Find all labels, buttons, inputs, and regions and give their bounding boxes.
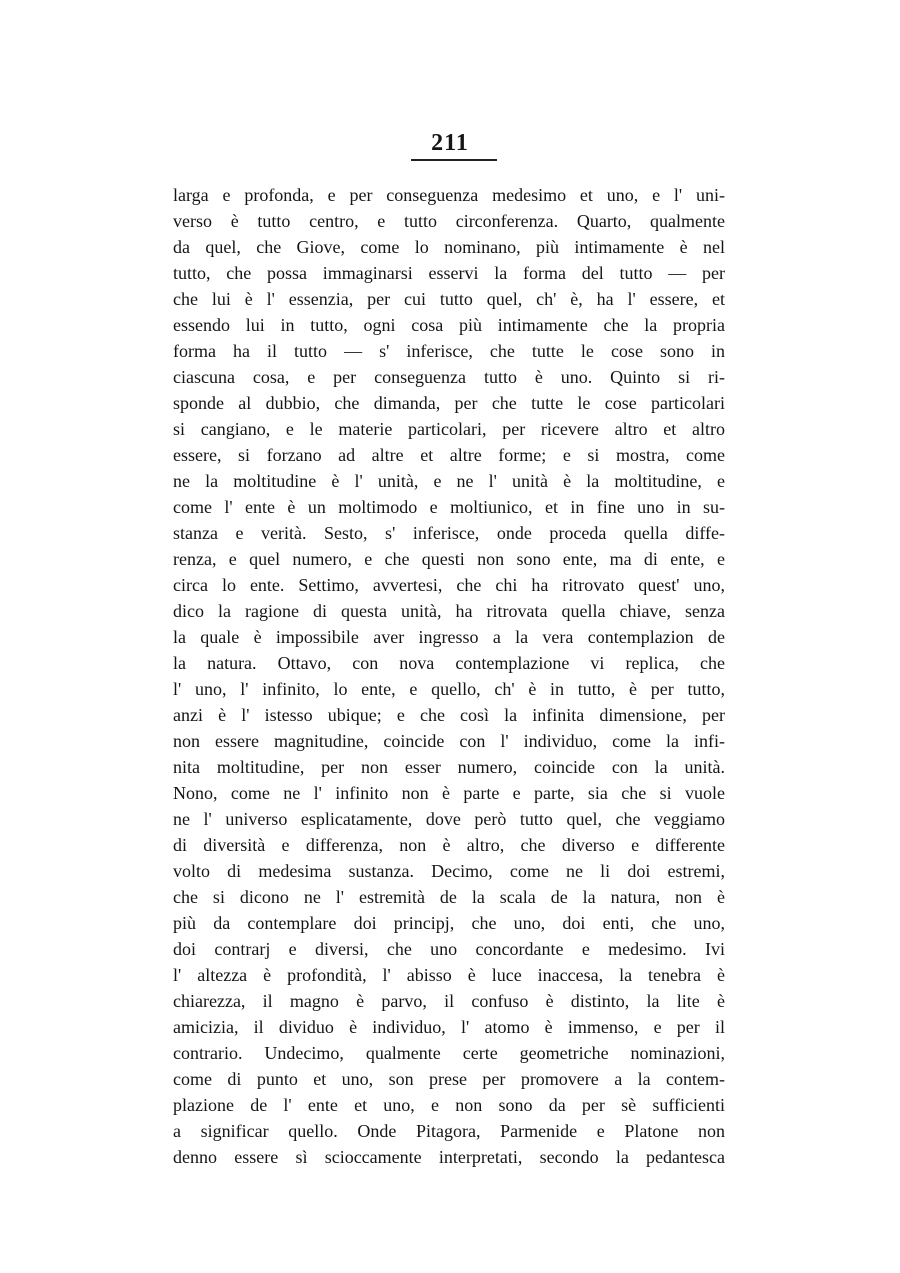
text-line: che si dicono ne l' estremità de la scala de la natura, non è	[173, 887, 725, 907]
text-line: volto di medesima sustanza. Decimo, come ne li doi estremi,	[173, 861, 725, 881]
text-line: contrario. Undecimo, qualmente certe geometriche nominazioni,	[173, 1043, 725, 1063]
text-line: nita moltitudine, per non esser numero, coincide con la unità.	[173, 757, 725, 777]
text-line: che lui è l' essenzia, per cui tutto quel, ch' è, ha l' essere, et	[173, 289, 725, 309]
text-line: la natura. Ottavo, con nova contemplazione vi replica, che	[173, 653, 725, 673]
text-line: ne l' universo esplicatamente, dove però tutto quel, che veggiamo	[173, 809, 725, 829]
text-line: tutto, che possa immaginarsi esservi la forma del tutto — per	[173, 263, 725, 283]
text-line: essere, si forzano ad altre et altre forme; e si mostra, come	[173, 445, 725, 465]
text-line: amicizia, il dividuo è individuo, l' atomo è immenso, e per il	[173, 1017, 725, 1037]
text-line: chiarezza, il magno è parvo, il confuso è distinto, la lite è	[173, 991, 725, 1011]
text-line: da quel, che Giove, come lo nominano, più intimamente è nel	[173, 237, 725, 257]
text-line: l' altezza è profondità, l' abisso è luce inaccesa, la tenebra è	[173, 965, 725, 985]
text-line: doi contrarj e diversi, che uno concordante e medesimo. Ivi	[173, 939, 725, 959]
text-line: renza, e quel numero, e che questi non sono ente, ma di ente, e	[173, 549, 725, 569]
text-line: larga e profonda, e per conseguenza medesimo et uno, e l' uni-	[173, 185, 725, 205]
page-number-rule	[411, 159, 497, 161]
text-line: la quale è impossibile aver ingresso a la vera contemplazion de	[173, 627, 725, 647]
text-line: a significar quello. Onde Pitagora, Parmenide e Platone non	[173, 1121, 725, 1141]
text-line: circa lo ente. Settimo, avvertesi, che chi ha ritrovato quest' uno,	[173, 575, 725, 595]
text-line: plazione de l' ente et uno, e non sono da per sè sufficienti	[173, 1095, 725, 1115]
body-text	[173, 182, 725, 1170]
text-line: ciascuna cosa, e per conseguenza tutto è uno. Quinto si ri-	[173, 367, 725, 387]
text-line: Nono, come ne l' infinito non è parte e parte, sia che si vuole	[173, 783, 725, 803]
page-number: 211	[431, 130, 469, 156]
text-line: più da contemplare doi principj, che uno, doi enti, che uno,	[173, 913, 725, 933]
text-line: sponde al dubbio, che dimanda, per che tutte le cose particolari	[173, 393, 725, 413]
text-line: l' uno, l' infinito, lo ente, e quello, ch' è in tutto, è per tutto,	[173, 679, 725, 699]
text-line: forma ha il tutto — s' inferisce, che tutte le cose sono in	[173, 341, 725, 361]
text-line: dico la ragione di questa unità, ha ritrovata quella chiave, senza	[173, 601, 725, 621]
text-line: denno essere sì scioccamente interpretati, secondo la pedantesca	[173, 1147, 725, 1167]
text-line: stanza e verità. Sesto, s' inferisce, onde proceda quella diffe-	[173, 523, 725, 543]
text-line: si cangiano, e le materie particolari, per ricevere altro et altro	[173, 419, 725, 439]
text-line: essendo lui in tutto, ogni cosa più intimamente che la propria	[173, 315, 725, 335]
text-line: come di punto et uno, son prese per promovere a la contem-	[173, 1069, 725, 1089]
text-line: ne la moltitudine è l' unità, e ne l' unità è la moltitudine, e	[173, 471, 725, 491]
text-line: verso è tutto centro, e tutto circonferenza. Quarto, qualmente	[173, 211, 725, 231]
text-line: non essere magnitudine, coincide con l' individuo, come la infi-	[173, 731, 725, 751]
text-line: anzi è l' istesso ubique; e che così la infinita dimensione, per	[173, 705, 725, 725]
text-line: di diversità e differenza, non è altro, che diverso e differente	[173, 835, 725, 855]
text-line: come l' ente è un moltimodo e moltiunico, et in fine uno in su-	[173, 497, 725, 517]
